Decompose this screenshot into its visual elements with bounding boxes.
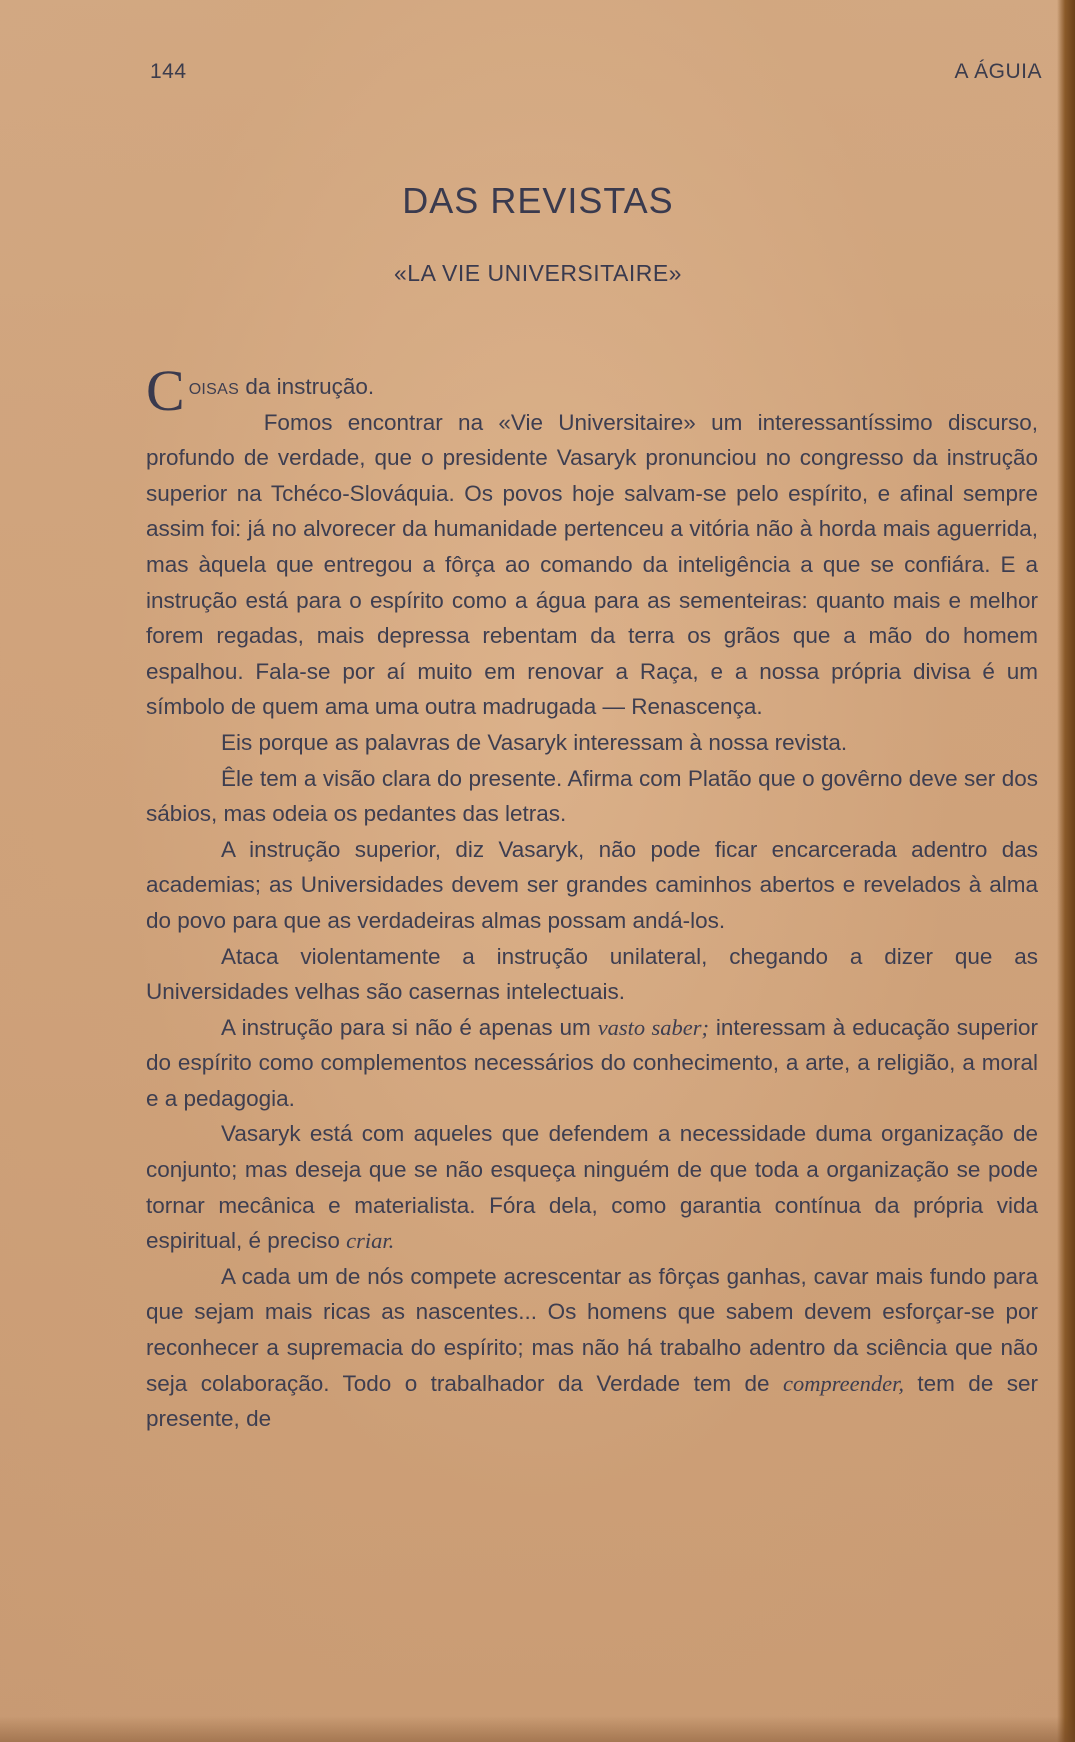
- paragraph: Êle tem a visão clara do presente. Afirma com Platão que o govêrno deve ser dos sábios, mas odeia os pedantes das letras.: [146, 765, 1038, 827]
- article-body: [146, 358, 1038, 1437]
- paragraph: [146, 1259, 1038, 1437]
- page-edge: [1057, 0, 1075, 1742]
- paragraph-text: tem de ser presente, de: [146, 1370, 1038, 1432]
- section-title: DAS REVISTAS: [402, 180, 674, 221]
- paragraph-text: A cada um de nós compete acrescentar as fôrças ganhas, cavar mais fundo para que sejam mais ricas as nascentes... Os homens que sabem devem esforçar-se por reconhecer a supremacia do espírito; mas não há trabalho adentro da sciência que não seja colaboração. Todo o trabalhador da Verdade tem de: [146, 1263, 1038, 1396]
- italic-phrase: compreender,: [782, 1370, 904, 1396]
- paragraph-text: interessam à educação superior do espírito como complementos necessários do conhecimento, a arte, a religião, a moral e a pedagogia.: [146, 1014, 1038, 1111]
- paragraph: [146, 1010, 1038, 1117]
- paragraph-text: A instrução para si não é apenas um: [221, 1014, 598, 1040]
- paragraph: Fomos encontrar na «Vie Universitaire» um interessantíssimo discurso, profundo de verdade, que o presidente Vasaryk pronunciou no congresso da instrução superior na Tchéco-Slováquia. Os povos hoje salvam-se pelo espírito, e afinal sempre assim foi: já no alvorecer da humanidade pertenceu a vitória não à horda mais aguerrida, mas àquela que entregou a fôrça ao comando da inteligência a que se confiára. E a instrução está para o espírito como a água para as sementeiras: quanto mais e melhor forem regadas, mais depressa rebentam da terra os grãos que a mão do homem espalhou. Fala-se por aí muito em renovar a Raça, e a nossa própria divisa é um símbolo de quem ama uma outra madrugada — Renascença.: [146, 409, 1038, 720]
- paragraph: A instrução superior, diz Vasaryk, não pode ficar encarcerada adentro das academias; as Universidades devem ser grandes caminhos abertos e revelados à alma do povo para que as verdadeiras almas possam andá-los.: [146, 836, 1038, 933]
- opening-paragraph: [146, 358, 1038, 725]
- opening-text: da instrução.: [239, 374, 375, 399]
- italic-phrase: vasto saber;: [597, 1014, 709, 1040]
- paragraph: Ataca violentamente a instrução unilateral, chegando a dizer que as Universidades velhas são casernas intelectuais.: [146, 943, 1038, 1005]
- article-subtitle: «LA VIE UNIVERSITAIRE»: [394, 260, 682, 286]
- paragraph: Eis porque as palavras de Vasaryk interessam à nossa revista.: [221, 729, 848, 755]
- paragraph: [146, 1116, 1038, 1258]
- paragraph-text: Vasaryk está com aqueles que defendem a necessidade duma organização de conjunto; mas deseja que se não esqueça ninguém de que toda a organização se pode tornar mecânica e materialista. Fóra dela, como garantia contínua da própria vida espiritual, é preciso: [146, 1121, 1038, 1254]
- page-bottom-edge: [0, 1716, 1075, 1742]
- running-title: A ÁGUIA: [954, 60, 1042, 83]
- italic-phrase: criar.: [346, 1228, 395, 1254]
- drop-cap: C: [146, 358, 185, 423]
- opening-small-caps: oisas: [188, 374, 240, 399]
- page-number: 144: [150, 60, 187, 83]
